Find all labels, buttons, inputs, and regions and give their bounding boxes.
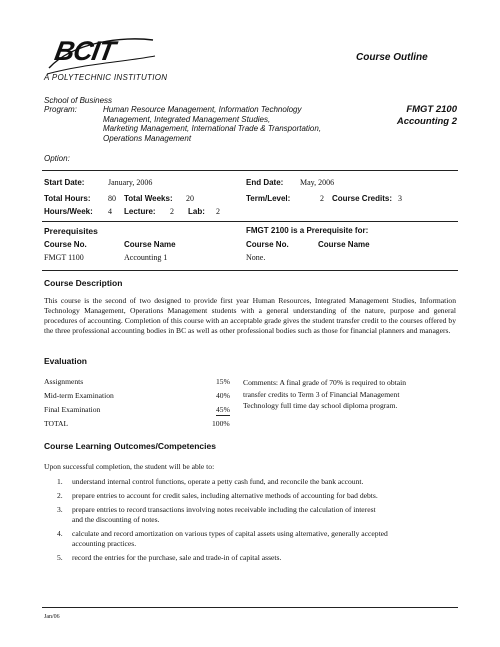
program-line: Marketing Management, International Trade & Transportation,: [103, 124, 322, 133]
prereq-course-name: Accounting 1: [124, 253, 168, 262]
lecture-label: Lecture:: [124, 207, 156, 216]
prereq-for-course-no: None.: [246, 253, 266, 262]
footer-divider: [42, 607, 458, 608]
divider: [42, 170, 458, 171]
program-label: Program:: [44, 105, 77, 114]
comment-line: Technology full time day school diploma program.: [243, 401, 398, 410]
start-date-label: Start Date:: [44, 178, 85, 187]
divider: [42, 270, 458, 271]
outcomes-heading: Course Learning Outcomes/Competencies: [44, 441, 216, 451]
program-line: Operations Management: [103, 133, 192, 143]
divider: [42, 221, 458, 222]
list-item: [57, 477, 462, 487]
program-line: Management, Integrated Management Studies,: [103, 114, 271, 124]
list-number: 3.: [57, 505, 63, 514]
evaluation-weight: 45%: [216, 405, 230, 414]
evaluation-total-row: [44, 419, 294, 433]
total-hours-value: 80: [108, 194, 116, 203]
document-title: Course Outline: [356, 52, 428, 63]
hours-week-value: 4: [108, 207, 112, 216]
evaluation-item: Mid-term Examination: [44, 391, 114, 400]
total-weeks-value: 20: [186, 194, 194, 203]
comment-line: transfer credits to Term 3 of Financial Management: [243, 389, 400, 399]
logo-tagline: A POLYTECHNIC INSTITUTION: [44, 73, 168, 82]
list-item-text: prepare entries to record transactions involving notes receivable including the calculation of interest: [72, 505, 376, 514]
list-item-text: record the entries for the purchase, sale and trade-in of capital assets.: [72, 553, 282, 562]
prereq-col-course-name: Course Name: [124, 240, 176, 249]
footer-date: Jan/06: [44, 614, 60, 620]
evaluation-weight: 15%: [216, 377, 230, 386]
program-line: Human Resource Management, Information Technology: [103, 105, 302, 114]
credits-label: Course Credits:: [332, 194, 393, 203]
evaluation-item: TOTAL: [44, 419, 69, 428]
list-item: [57, 529, 462, 548]
evaluation-weight: 40%: [216, 391, 230, 400]
prerequisites-heading: Prerequisites: [44, 226, 98, 236]
list-item-text: prepare entries to account for credit sales, including alternative methods of accounting for bad debts.: [72, 491, 378, 500]
list-number: 2.: [57, 491, 63, 500]
evaluation-comments: [243, 377, 458, 412]
prereq-for-col-course-name: Course Name: [318, 240, 370, 249]
list-number: 5.: [57, 553, 63, 562]
bcit-logo: BCIT: [52, 36, 117, 66]
evaluation-heading: Evaluation: [44, 356, 87, 366]
evaluation-item: Final Examination: [44, 405, 101, 414]
list-number: 4.: [57, 529, 63, 538]
evaluation-item: Assignments: [44, 377, 84, 386]
course-description-heading: Course Description: [44, 278, 123, 288]
end-date-value: May, 2006: [300, 178, 335, 187]
outcomes-intro: Upon successful completion, the student will be able to:: [44, 462, 215, 471]
list-number: 1.: [57, 477, 63, 486]
list-item-text: calculate and record amortization on various types of capital assets using alternative, generally accepted: [72, 529, 388, 538]
total-hours-label: Total Hours:: [44, 194, 91, 203]
list-item-text: understand internal control functions, operate a petty cash fund, and reconcile the bank account.: [72, 477, 364, 486]
end-date-label: End Date:: [246, 178, 284, 187]
list-item: [57, 553, 462, 563]
school-name: School of Business: [44, 96, 113, 105]
list-item-text: accounting practices.: [72, 538, 137, 548]
term-value: 2: [320, 194, 324, 203]
course-name: Accounting 2: [396, 116, 457, 127]
prereq-col-course-no: Course No.: [44, 240, 87, 249]
comment-line: Comments: A final grade of 70% is required to obtain: [243, 378, 407, 387]
prereq-course-no: FMGT 1100: [44, 253, 84, 262]
program-list: [103, 105, 343, 143]
list-item: [57, 491, 462, 501]
start-date-value: January, 2006: [108, 178, 153, 187]
list-item: [57, 505, 462, 524]
option-label: Option:: [44, 154, 70, 163]
credits-value: 3: [398, 194, 402, 203]
prerequisite-for-heading: FMGT 2100 is a Prerequisite for:: [246, 226, 369, 235]
hours-week-label: Hours/Week:: [44, 207, 93, 216]
total-weeks-label: Total Weeks:: [124, 194, 173, 203]
course-code: FMGT 2100: [406, 104, 457, 115]
course-description-text: This course is the second of two designed to provide first year Human Resources, Integrated Management Studies, Information Technology Management, Operations Management students with a general understanding of the nature, purpose and general procedures of accounting. Completion of this course with an acceptable grade gives the student transfer credit to the courses offered by the three professional accounting bodies in BC as well as other professional bodies such as those for financial planners and managers.: [44, 296, 456, 335]
lab-label: Lab:: [188, 207, 205, 216]
evaluation-weight: 100%: [212, 419, 230, 428]
list-item-text: and the discounting of notes.: [72, 514, 160, 524]
term-label: Term/Level:: [246, 194, 291, 203]
prereq-for-col-course-no: Course No.: [246, 240, 289, 249]
lab-value: 2: [216, 207, 220, 216]
lecture-value: 2: [170, 207, 174, 216]
